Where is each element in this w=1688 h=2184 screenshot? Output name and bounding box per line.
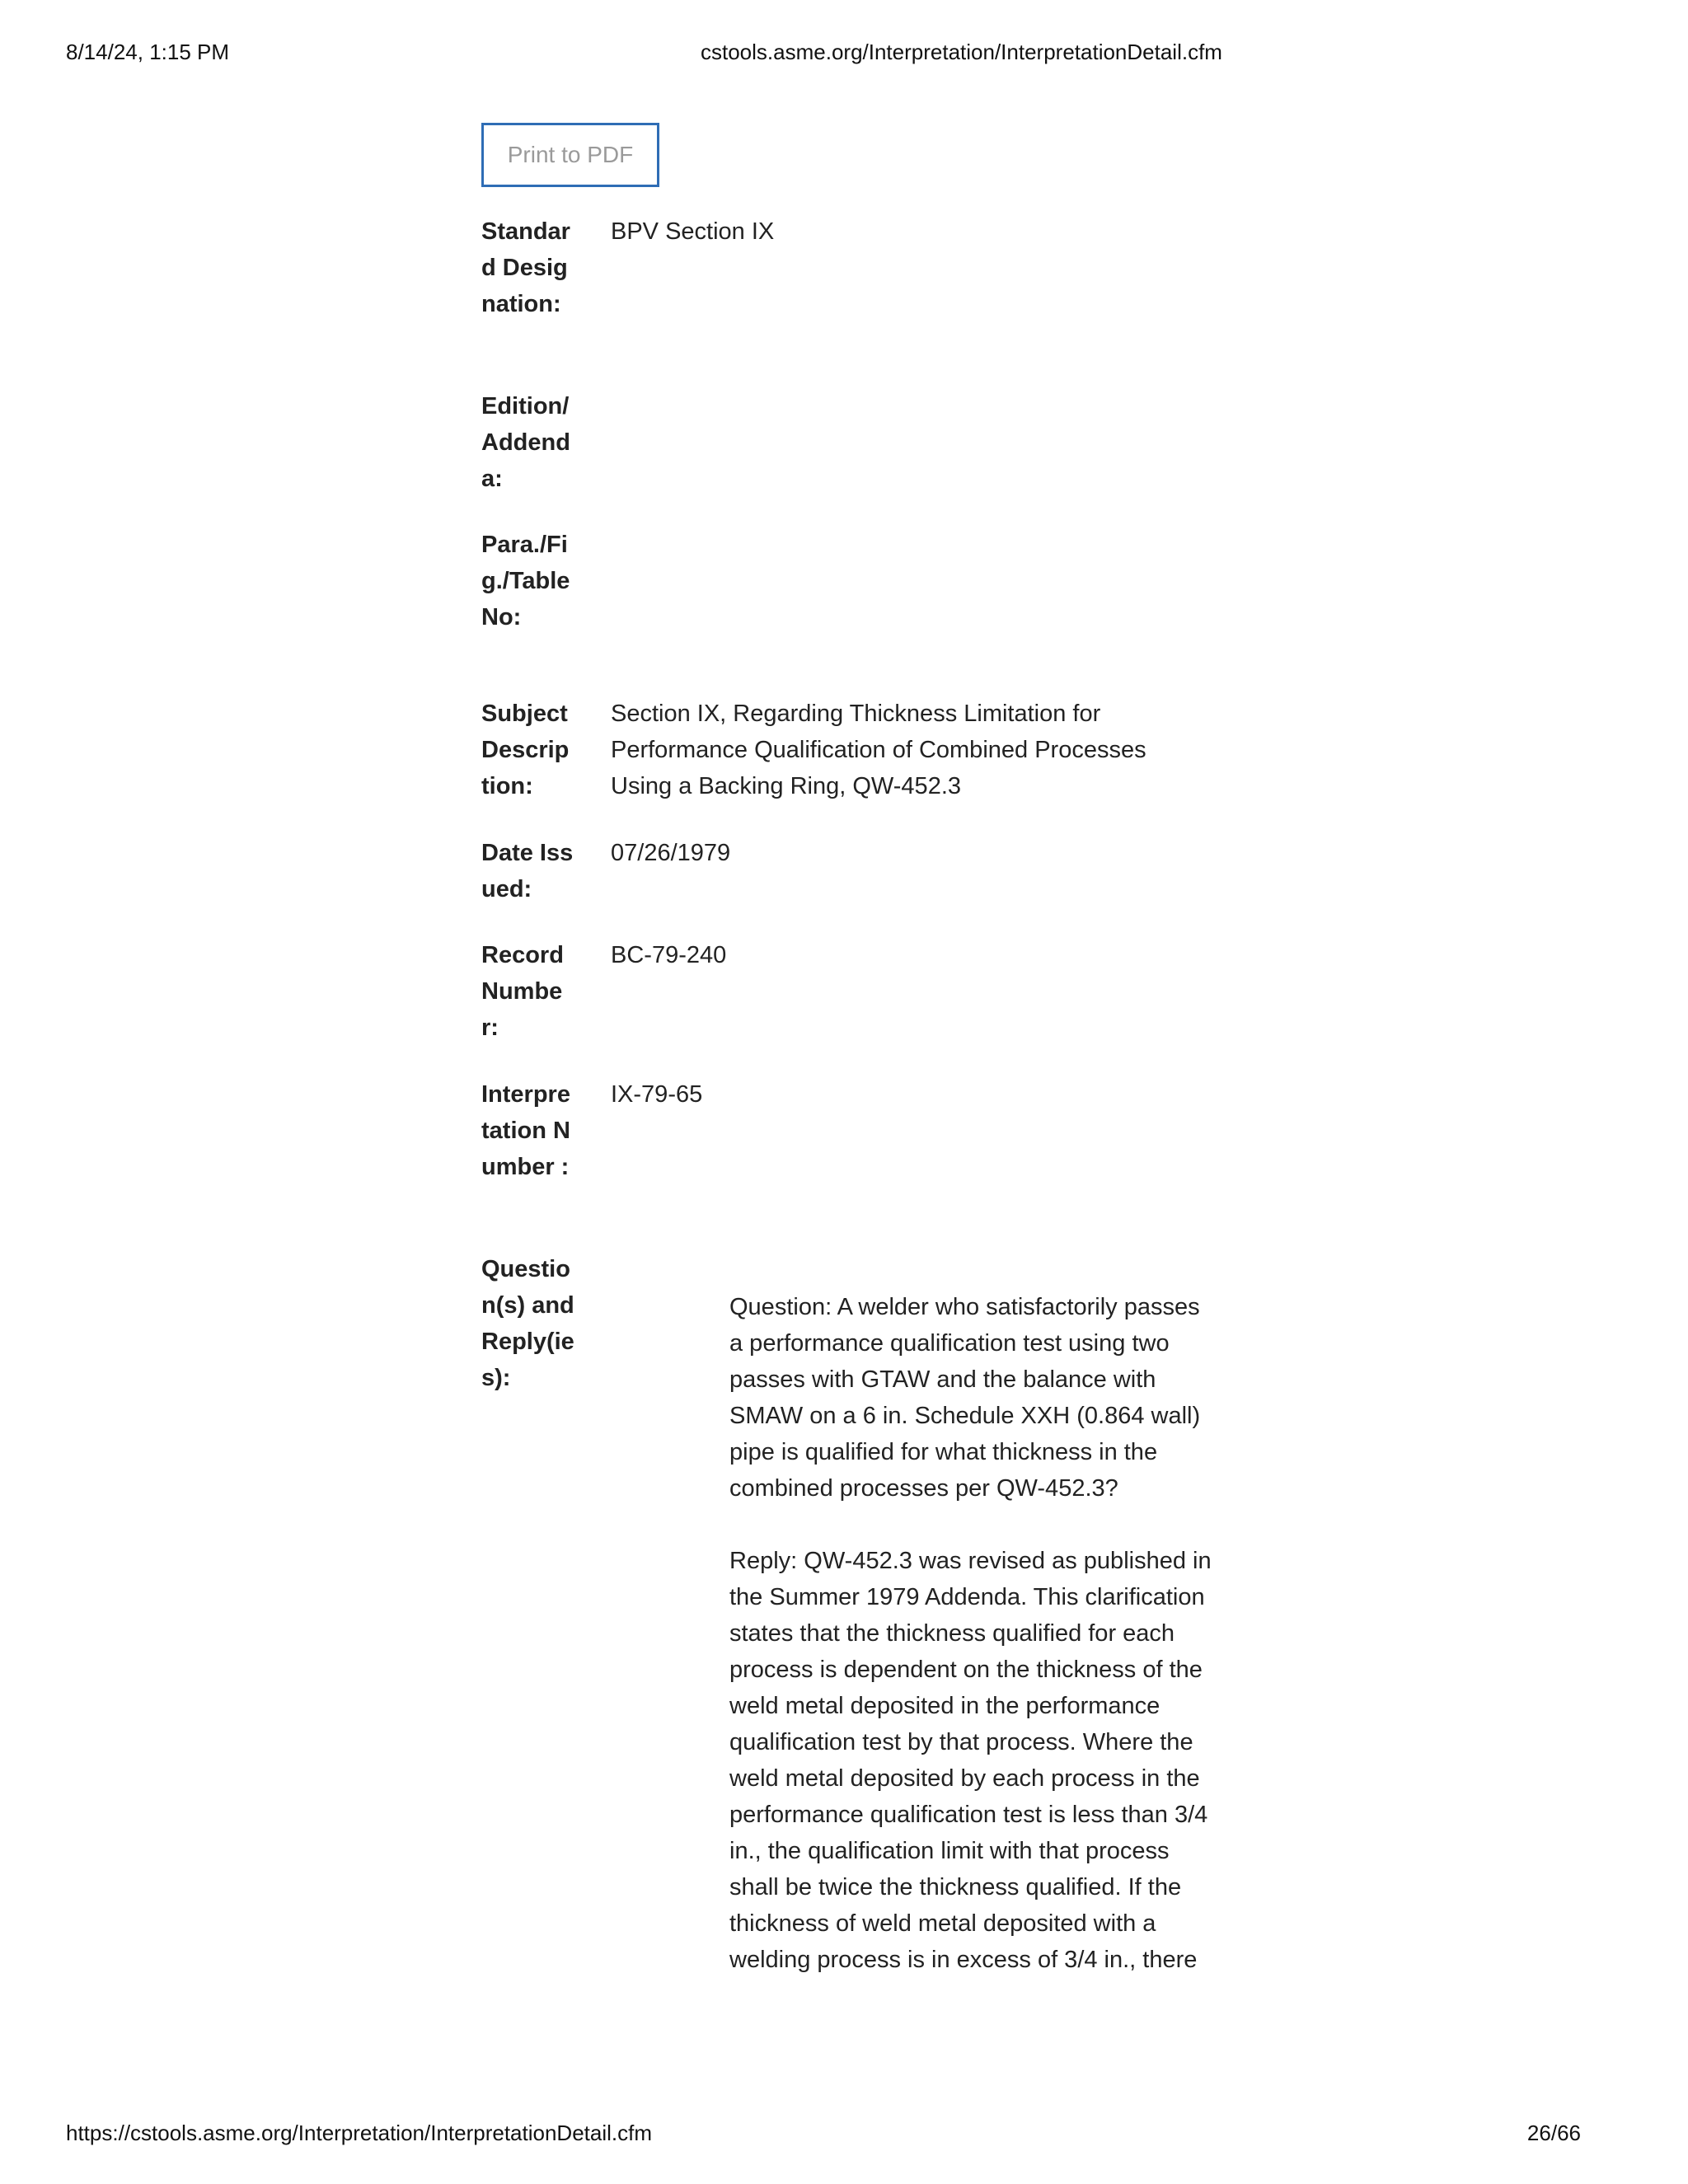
print-footer-url: https://cstools.asme.org/Interpretation/InterpretationDetail.cfm bbox=[66, 2121, 653, 2145]
question-reply-text bbox=[729, 1289, 1216, 2014]
field-label: Para./Fig./Table No: bbox=[481, 532, 570, 630]
field-label: Edition/Addenda: bbox=[481, 393, 570, 492]
question-text: Question: A welder who satisfactorily passes a performance qualification test using two passes with GTAW and the balance with SMAW on a 6 in. Schedule XXH (0.864 wall) pipe is qualified for what thickness in the combined processes per QW-452.3? bbox=[729, 1294, 1201, 1502]
field-value: 07/26/1979 bbox=[611, 840, 731, 866]
field-value: IX-79-65 bbox=[611, 1081, 703, 1108]
reply-text: Reply: QW-452.3 was revised as published in the Summer 1979 Addenda. This clarification states that the thickness qualified for each process is dependent on the thickness of the weld metal deposited in the performance qualification test by that process. Where the weld metal deposited by each process in the performance qualification test is less than 3/4 in., the qualification limit with that process shall be twice the thickness qualified. If the thickness of weld metal deposited with a welding process is in excess of 3/4 in., there bbox=[729, 1548, 1212, 1973]
field-value: BC-79-240 bbox=[611, 942, 727, 968]
field-label: Question(s) and Reply(ies): bbox=[481, 1256, 574, 1391]
field-label: Standard Designation: bbox=[481, 218, 570, 317]
print-datetime: 8/14/24, 1:15 PM bbox=[66, 40, 230, 64]
field-value: BPV Section IX bbox=[611, 218, 775, 245]
print-to-pdf-button[interactable]: Print to PDF bbox=[481, 123, 659, 187]
print-header bbox=[66, 40, 1622, 73]
field-label: Date Issued: bbox=[481, 840, 574, 902]
field-label: Record Number: bbox=[481, 942, 564, 1041]
field-label: Subject Description: bbox=[481, 701, 570, 799]
print-footer bbox=[66, 2121, 1622, 2154]
page-number: 26/66 bbox=[1526, 2121, 1581, 2145]
field-label: Interpretation Number : bbox=[481, 1081, 570, 1180]
interpretation-detail bbox=[481, 123, 1223, 1973]
field-value: Section IX, Regarding Thickness Limitation for Performance Qualification of Combined Processes Using a Backing Ring, QW-452.3 bbox=[611, 701, 1146, 799]
print-header-url: cstools.asme.org/Interpretation/InterpretationDetail.cfm bbox=[701, 40, 1222, 64]
